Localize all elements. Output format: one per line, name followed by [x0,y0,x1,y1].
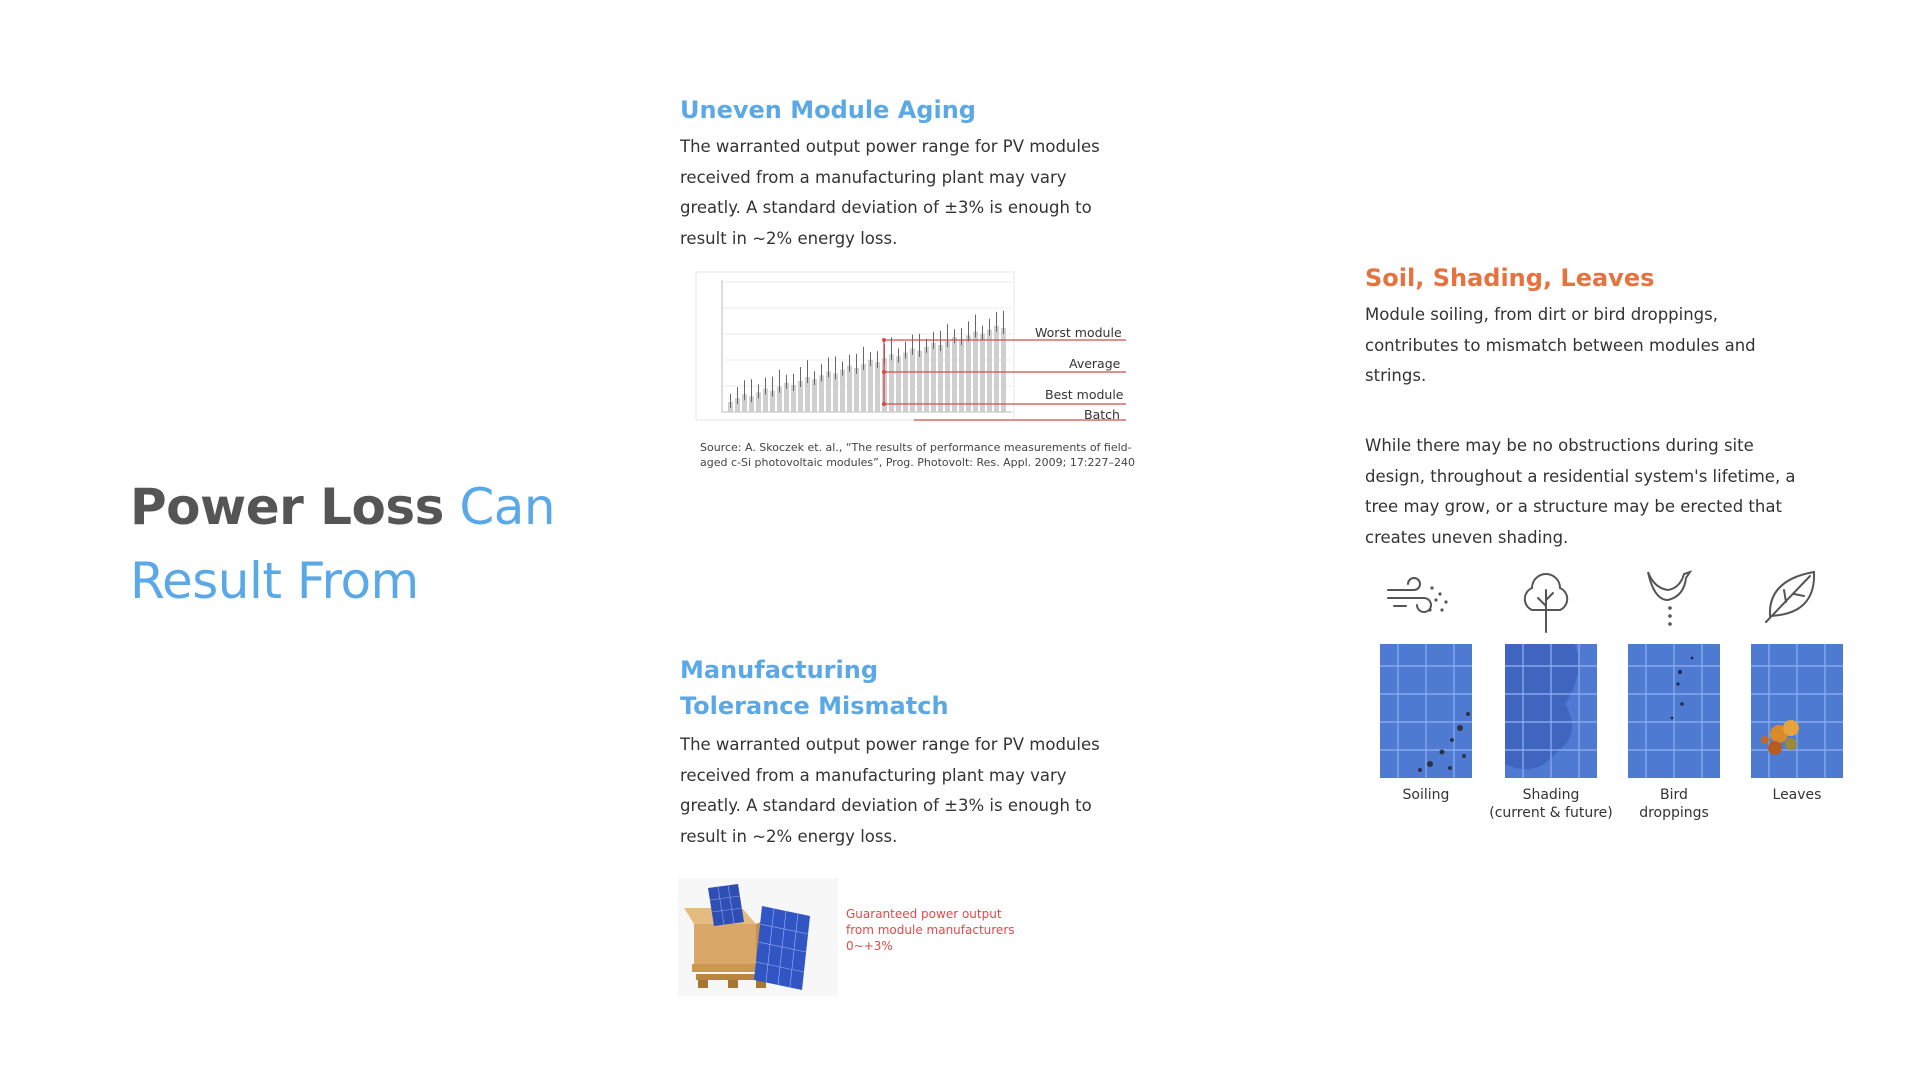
label-line: Soiling [1402,787,1450,803]
chart-label-worst: Worst module [1035,325,1122,340]
soil-body-line: Module soiling, from dirt or bird droppings, [1365,305,1718,324]
soil-body-2 [1365,431,1805,553]
chart-bar [938,345,943,412]
chart-bar [903,353,908,413]
chart-label-batch: Batch [1084,407,1120,422]
chart-bar [959,339,964,412]
chart-bar [826,371,831,412]
chart-bar [910,349,915,412]
caption-line: Source: A. Skoczek et. al., “The results of performance measurements of field- [700,441,1132,454]
tolerance-heading-line: Tolerance Mismatch [680,692,949,720]
chart-bar [889,354,894,412]
guarantee-line: from module manufacturers [846,923,1015,937]
tolerance-body-line: The warranted output power range for PV modules [680,735,1100,754]
soil-body-line: contributes to mismatch between modules and [1365,335,1756,355]
tolerance-body-line: result in ~2% energy loss. [680,826,898,846]
label-line: (current & future) [1489,805,1613,821]
label-shading [1486,786,1616,822]
label-line: droppings [1639,805,1709,821]
panel-soiling [1380,644,1472,778]
page-title [130,470,610,618]
soil-body-line: design, throughout a residential system's lifetime, a [1365,466,1796,486]
soil-heading: Soil, Shading, Leaves [1365,264,1655,292]
chart-source-caption [700,440,1140,470]
chart-bar [917,351,922,412]
tolerance-body [680,730,1140,852]
title-light-1: Can [459,478,556,536]
tolerance-heading [680,652,949,724]
panel-bird-droppings [1628,644,1720,778]
tolerance-body-line: greatly. A standard deviation of ±3% is enough to [680,796,1092,815]
chart-bar [875,362,880,412]
chart-bar [868,360,873,412]
panel-shading [1505,644,1597,778]
label-leaves [1732,786,1862,804]
chart-bar [854,368,859,412]
aging-body [680,132,1140,254]
label-line: Leaves [1772,787,1822,803]
aging-body-line: The warranted output power range for PV modules [680,137,1100,156]
soil-body-line: strings. [1365,366,1427,385]
soil-body-line: creates uneven shading. [1365,527,1569,547]
aging-body-line: result in ~2% energy loss. [680,228,898,248]
chart-bar [952,337,957,412]
guarantee-line: 0~+3% [846,939,893,953]
tolerance-heading-line: Manufacturing [680,656,878,684]
chart-bar [931,343,936,412]
aging-body-line: received from a manufacturing plant may vary [680,167,1067,187]
panel-leaves [1751,644,1843,778]
chart-bar [945,341,950,412]
label-line: Bird [1660,787,1688,803]
label-bird-droppings [1609,786,1739,822]
chart-label-best: Best module [1045,387,1124,402]
aging-body-line: greatly. A standard deviation of ±3% is enough to [680,198,1092,217]
guarantee-line: Guaranteed power output [846,907,1002,921]
chart-bar [847,366,852,412]
soil-body-1 [1365,300,1805,392]
chart-bar [994,326,999,412]
chart-bar [987,330,992,412]
chart-bar [966,335,971,412]
tree-icon [1506,560,1586,630]
soil-body-line: While there may be no obstructions during site [1365,436,1754,455]
chart-bar [924,347,929,412]
title-bold: Power Loss [130,478,444,536]
soil-body-line: tree may grow, or a structure may be erected that [1365,497,1782,516]
label-soiling [1361,786,1491,804]
caption-line: aged c-Si photovoltaic modules”, Prog. Photovolt: Res. Appl. 2009; 17:227–240 [700,456,1136,469]
chart-bar [980,334,985,412]
wind-dust-icon [1380,566,1460,636]
title-light-2: Result From [130,552,419,610]
guarantee-note [846,906,1026,954]
chart-label-average: Average [1069,356,1121,371]
bird-icon [1630,558,1710,628]
aging-heading: Uneven Module Aging [680,96,976,124]
chart-bar [861,364,866,412]
leaf-icon [1752,562,1832,632]
solar-boxes-image [678,878,838,996]
label-line: Shading [1522,787,1580,803]
chart-bar [840,370,845,412]
tolerance-body-line: received from a manufacturing plant may vary [680,765,1067,785]
